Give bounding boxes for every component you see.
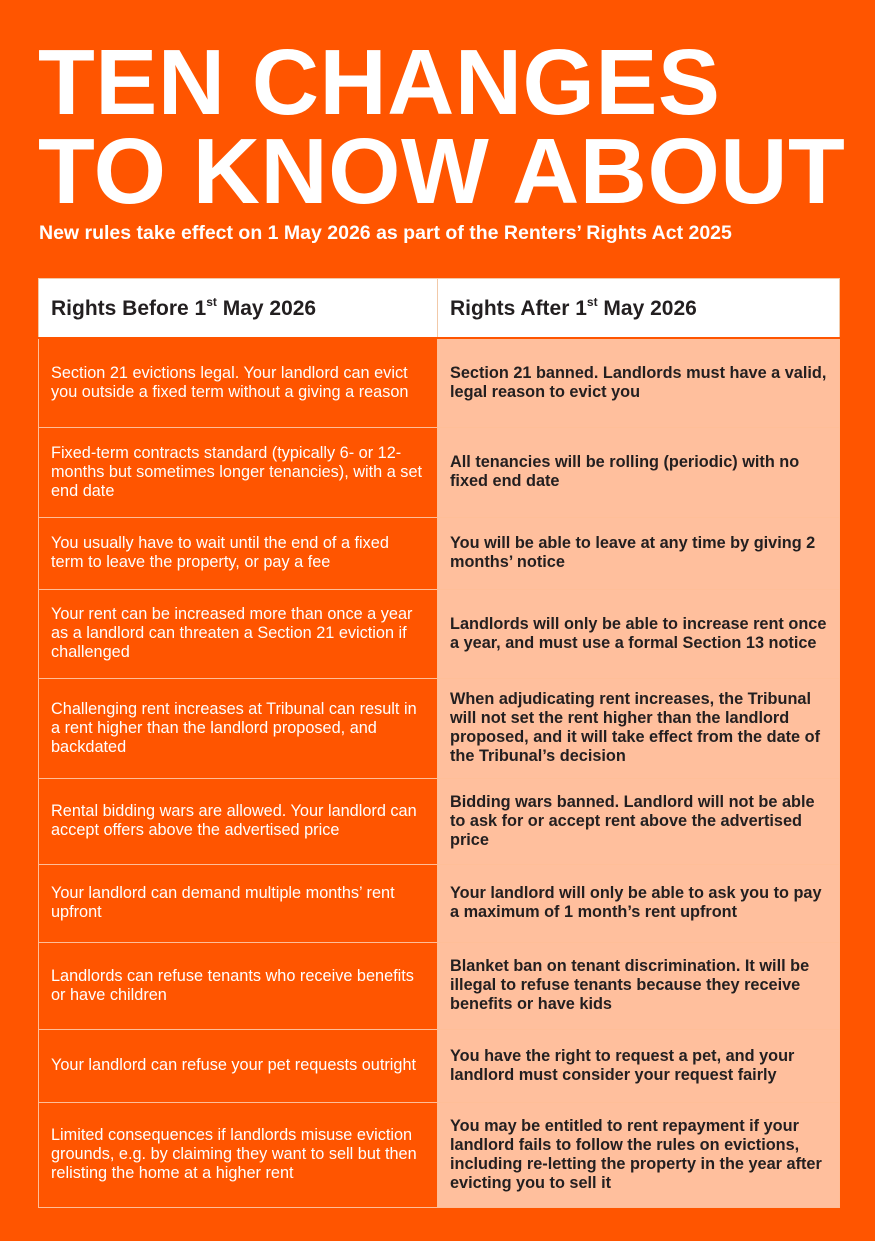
cell-before: Your landlord can demand multiple months’ rent upfront bbox=[39, 864, 438, 942]
title-line-1: TEN CHANGES bbox=[38, 30, 721, 134]
cell-before: Limited consequences if landlords misuse eviction grounds, e.g. by claiming they want to sell but then relisting the home at a higher rent bbox=[39, 1102, 438, 1207]
title-line-2: TO KNOW ABOUT bbox=[38, 119, 846, 223]
cell-before: Rental bidding wars are allowed. Your landlord can accept offers above the advertised price bbox=[39, 778, 438, 864]
cell-after: Section 21 banned. Landlords must have a valid, legal reason to evict you bbox=[438, 338, 840, 427]
cell-after: You will be able to leave at any time by giving 2 months’ notice bbox=[438, 517, 840, 589]
cell-after: When adjudicating rent increases, the Tribunal will not set the rent higher than the landlord proposed, and it will take effect from the date of the Tribunal’s decision bbox=[438, 678, 840, 778]
table-row bbox=[39, 517, 840, 589]
cell-before: Fixed-term contracts standard (typically 6- or 12-months but sometimes longer tenancies), with a set end date bbox=[39, 427, 438, 517]
page-subtitle: New rules take effect on 1 May 2026 as part of the Renters’ Rights Act 2025 bbox=[39, 222, 732, 244]
table-row bbox=[39, 1029, 840, 1102]
cell-after: All tenancies will be rolling (periodic) with no fixed end date bbox=[438, 427, 840, 517]
cell-after: You may be entitled to rent repayment if your landlord fails to follow the rules on evictions, including re-letting the property in the year after evicting you to sell it bbox=[438, 1102, 840, 1207]
table-row bbox=[39, 589, 840, 678]
table-row bbox=[39, 1102, 840, 1207]
cell-after: Bidding wars banned. Landlord will not be able to ask for or accept rent above the advertised price bbox=[438, 778, 840, 864]
cell-after: Your landlord will only be able to ask you to pay a maximum of 1 month’s rent upfront bbox=[438, 864, 840, 942]
cell-before: You usually have to wait until the end of a fixed term to leave the property, or pay a fee bbox=[39, 517, 438, 589]
cell-before: Section 21 evictions legal. Your landlord can evict you outside a fixed term without a giving a reason bbox=[39, 338, 438, 427]
cell-before: Landlords can refuse tenants who receive benefits or have children bbox=[39, 942, 438, 1029]
cell-after: You have the right to request a pet, and your landlord must consider your request fairly bbox=[438, 1029, 840, 1102]
table-header-row bbox=[39, 279, 840, 339]
table-row bbox=[39, 942, 840, 1029]
table-row bbox=[39, 338, 840, 427]
cell-before: Your landlord can refuse your pet requests outright bbox=[39, 1029, 438, 1102]
cell-before: Your rent can be increased more than once a year as a landlord can threaten a Section 21 eviction if challenged bbox=[39, 589, 438, 678]
header-rights-after: Rights After 1st May 2026 bbox=[438, 279, 840, 339]
cell-before: Challenging rent increases at Tribunal can result in a rent higher than the landlord proposed, and backdated bbox=[39, 678, 438, 778]
table-row bbox=[39, 427, 840, 517]
rights-comparison-table bbox=[38, 278, 840, 1208]
table-row bbox=[39, 778, 840, 864]
page-title bbox=[38, 30, 846, 223]
table-row bbox=[39, 864, 840, 942]
table-row bbox=[39, 678, 840, 778]
header-rights-before: Rights Before 1st May 2026 bbox=[39, 279, 438, 339]
cell-after: Landlords will only be able to increase rent once a year, and must use a formal Section 13 notice bbox=[438, 589, 840, 678]
cell-after: Blanket ban on tenant discrimination. It will be illegal to refuse tenants because they receive benefits or have kids bbox=[438, 942, 840, 1029]
